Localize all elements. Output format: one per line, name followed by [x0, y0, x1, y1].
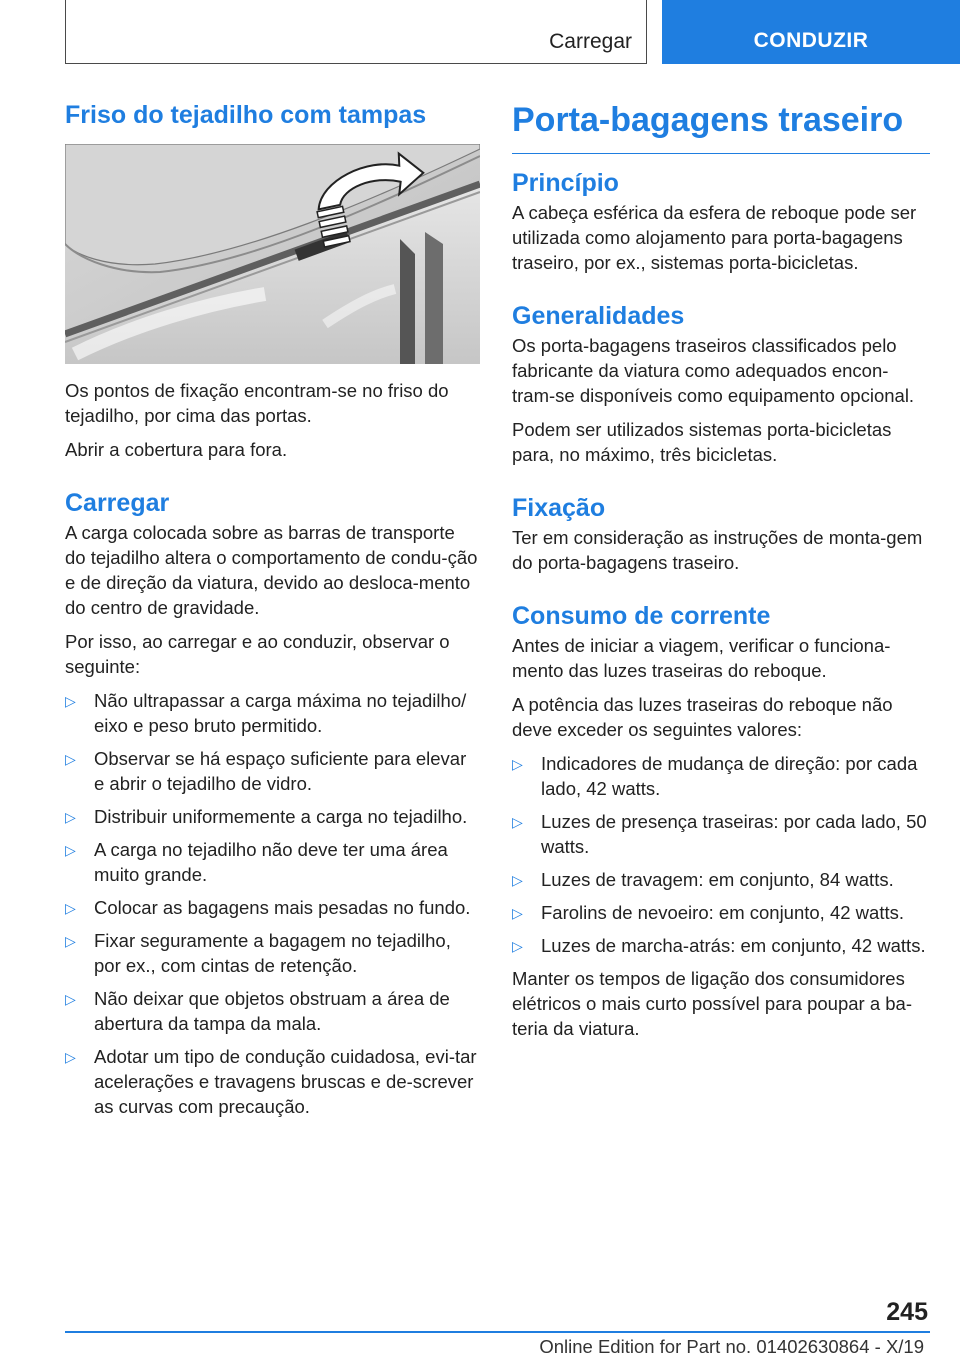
- list-item: ▷ Não ultrapassar a carga máxima no tejadilho/ eixo e peso bruto permitido.: [65, 690, 467, 736]
- triangle-right-outline-icon: ▷: [512, 937, 523, 954]
- principle-text: A cabeça esférica da esfera de reboque pode ser utilizada como alojamento para porta-bagagens traseiro, por ex., sistemas porta-bicicletas.: [512, 201, 917, 273]
- roof-rail-paragraph-1: Os pontos de fixação encontram-se no friso do tejadilho, por cima das portas.: [65, 380, 449, 426]
- loading-paragraph-1: A carga colocada sobre as barras de transporte do tejadilho altera o comportamento de condu-ção e de direção da viatura, devido ao desloca-mento do centro de gravidade.: [65, 522, 478, 618]
- consumption-text-3: Manter os tempos de ligação dos consumidores elétricos o mais curto possível para poupar a ba-teria da viatura.: [512, 967, 913, 1039]
- general-text-1: Os porta-bagagens traseiros classificados pelo fabricante da viatura como adequados encon-tram-se disponíveis como equipamento opcional.: [512, 334, 915, 406]
- list-item: ▷ Indicadores de mudança de direção: por cada lado, 42 watts.: [512, 752, 918, 799]
- fixation-heading: Fixação: [512, 493, 606, 522]
- roof-rail-heading: Friso do tejadilho com tampas: [65, 101, 427, 129]
- list-item: ▷ Não deixar que objetos obstruam a área de abertura da tampa da mala.: [65, 988, 450, 1034]
- triangle-right-outline-icon: ▷: [65, 693, 76, 709]
- consumption-text-1: Antes de iniciar a viagem, verificar o funciona-mento das luzes traseiras do reboque.: [512, 634, 891, 681]
- roof-rail-illustration: [65, 144, 480, 364]
- list-item: ▷ Observar se há espaço suficiente para elevar e abrir o tejadilho de vidro.: [65, 748, 467, 794]
- triangle-right-outline-icon: ▷: [512, 904, 523, 921]
- fixation-text: Ter em consideração as instruções de monta-gem do porta-bagagens traseiro.: [512, 526, 923, 573]
- triangle-right-outline-icon: ▷: [512, 871, 523, 888]
- triangle-right-outline-icon: ▷: [65, 933, 76, 949]
- list-item: ▷ Luzes de travagem: em conjunto, 84 watts.: [512, 867, 930, 892]
- header-chapter-label: CONDUZIR: [753, 29, 869, 52]
- page-number: 245: [886, 1298, 928, 1326]
- triangle-right-outline-icon: ▷: [65, 991, 76, 1007]
- list-item: ▷ Colocar as bagagens mais pesadas no fundo.: [65, 895, 480, 920]
- rear-carrier-title: Porta-bagagens traseiro: [512, 100, 930, 154]
- triangle-right-outline-icon: ▷: [65, 751, 76, 767]
- list-item: ▷ Farolins de nevoeiro: em conjunto, 42 watts.: [512, 900, 930, 925]
- triangle-right-outline-icon: ▷: [65, 842, 76, 858]
- principle-heading: Princípio: [512, 168, 619, 197]
- consumption-list: [512, 751, 930, 958]
- list-item: ▷ Fixar seguramente a bagagem no tejadilho, por ex., com cintas de retenção.: [65, 930, 451, 976]
- list-item: ▷ Adotar um tipo de condução cuidadosa, evi-tar acelerações e travagens bruscas e de-screver as curvas com precaução.: [65, 1046, 477, 1117]
- header-chapter-tab[interactable]: [662, 0, 960, 64]
- triangle-right-outline-icon: ▷: [65, 809, 76, 825]
- header-section-box: [65, 0, 647, 64]
- roof-rail-paragraph-2: Abrir a cobertura para fora.: [65, 439, 288, 460]
- roof-rail-figure: [65, 144, 480, 364]
- loading-paragraph-2: Por isso, ao carregar e ao conduzir, observar o seguinte:: [65, 631, 450, 677]
- list-item: ▷ Luzes de presença traseiras: por cada lado, 50 watts.: [512, 810, 927, 857]
- triangle-right-outline-icon: ▷: [65, 1049, 76, 1065]
- general-text-2: Podem ser utilizados sistemas porta-bicicletas para, no máximo, três bicicletas.: [512, 418, 892, 465]
- header-section-title: Carregar: [549, 30, 632, 53]
- footer-edition: Online Edition for Part no. 01402630864 - X/19: [539, 1336, 924, 1357]
- footer-divider: [65, 1331, 930, 1333]
- triangle-right-outline-icon: ▷: [512, 755, 523, 772]
- triangle-right-outline-icon: ▷: [512, 813, 523, 830]
- loading-list: [65, 688, 480, 1119]
- right-column: [512, 100, 930, 1050]
- consumption-heading: Consumo de corrente: [512, 601, 771, 630]
- left-column: [65, 100, 480, 1127]
- general-heading: Generalidades: [512, 301, 685, 330]
- loading-heading: Carregar: [65, 489, 170, 517]
- list-item: ▷ Distribuir uniformemente a carga no tejadilho.: [65, 804, 480, 829]
- list-item: ▷ A carga no tejadilho não deve ter uma área muito grande.: [65, 839, 448, 885]
- list-item: ▷ Luzes de marcha-atrás: em conjunto, 42 watts.: [512, 933, 930, 958]
- triangle-right-outline-icon: ▷: [65, 900, 76, 916]
- consumption-text-2: A potência das luzes traseiras do reboque não deve exceder os seguintes valores:: [512, 693, 893, 740]
